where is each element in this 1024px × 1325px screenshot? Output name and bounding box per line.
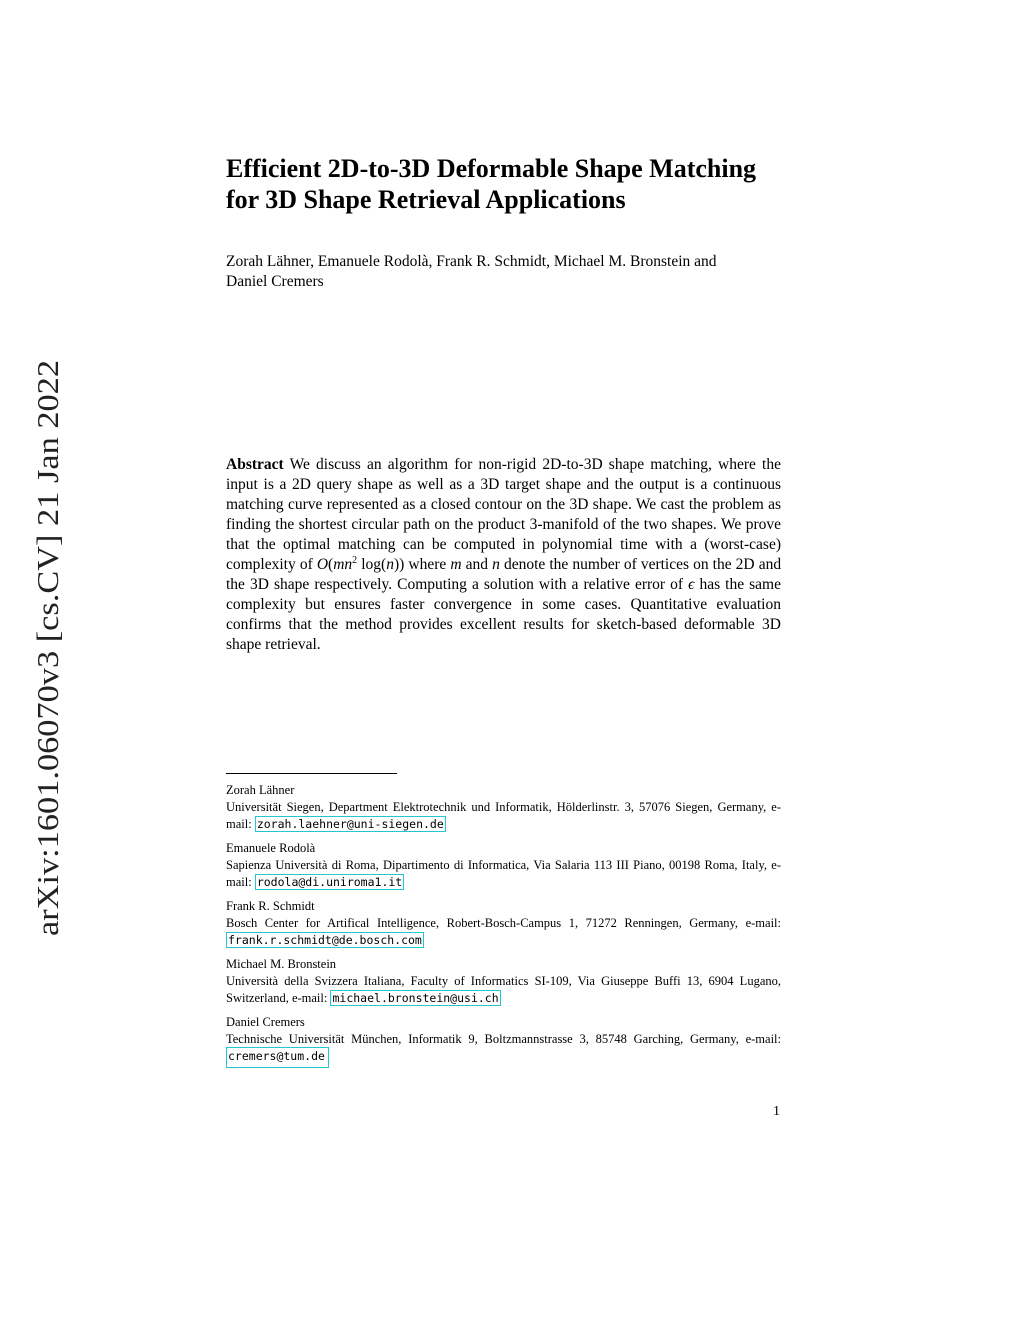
affiliation-text: Technische Universität München, Informatik 9, Boltzmannstrasse 3, 85748 Garching, Germany, e-mail: xyxy=(226,1032,781,1046)
author-affiliations xyxy=(226,782,781,1072)
affiliation-block xyxy=(226,840,781,891)
title-line-1: Efficient 2D-to-3D Deformable Shape Matching xyxy=(226,154,757,183)
affiliation-author-name: Frank R. Schmidt xyxy=(226,899,315,913)
affiliation-author-name: Daniel Cremers xyxy=(226,1015,305,1029)
abstract-text-1: We discuss an algorithm for non-rigid 2D-to-3D shape matching, where the input is a 2D query shape as well as a 3D target shape and the output is a continuous matching curve represented as a closed contour on the 3D shape. We cast the problem as finding the shortest circular path on the product 3-manifold of the two shapes. We prove that the optimal matching can be computed in polynomial time with a (worst-case) complexity of xyxy=(226,456,781,573)
formula-exponent: 2 xyxy=(352,554,358,566)
email-link[interactable]: rodola@di.uniroma1.it xyxy=(256,875,403,889)
author-list xyxy=(226,252,786,292)
affiliation-text: Università della Svizzera Italiana, Faculty of Informatics SI-109, Via Giuseppe Buffi 13, 6904 Lugano, Switzerland, e-mail: xyxy=(226,974,781,1005)
abstract-section xyxy=(226,455,781,655)
email-link[interactable]: frank.r.schmidt@de.bosch.com xyxy=(228,933,422,947)
affiliation-author-name: Zorah Lähner xyxy=(226,783,295,797)
affiliation-block xyxy=(226,1014,781,1065)
var-m: m xyxy=(450,556,462,573)
formula-paren: ( xyxy=(328,556,334,573)
affiliation-author-name: Emanuele Rodolà xyxy=(226,841,316,855)
abstract-text-4: denote the number of vertices on the 2D and the 3D shape respectively. Computing a solution with a relative error of xyxy=(226,556,782,593)
formula-mn: mn xyxy=(333,556,353,573)
abstract-heading: Abstract xyxy=(226,456,284,473)
email-link[interactable]: zorah.laehner@uni-siegen.de xyxy=(256,817,444,831)
email-link[interactable]: cremers@tum.de xyxy=(226,1047,329,1068)
var-n: n xyxy=(492,556,500,573)
title-line-2: for 3D Shape Retrieval Applications xyxy=(226,185,626,214)
affiliation-text: Bosch Center for Artifical Intelligence, Robert-Bosch-Campus 1, 71272 Renningen, Germany, e-mail: xyxy=(226,916,781,930)
formula-close: )) xyxy=(393,556,405,573)
affiliation-text: Universität Siegen, Department Elektrotechnik und Informatik, Hölderlinstr. 3, 57076 Siegen, Germany, e-mail: xyxy=(226,800,781,831)
abstract-text-2: where xyxy=(408,556,447,573)
abstract-text-5: has the same complexity but ensures faster convergence in some cases. Quantitative evaluation confirms that the method provides excellent results for sketch-based deformable 3D shape retrieval. xyxy=(226,576,781,653)
footnote-separator xyxy=(226,773,397,774)
affiliation-block xyxy=(226,898,781,949)
affiliation-text: Sapienza Università di Roma, Dipartimento di Informatica, Via Salaria 113 III Piano, 00198 Roma, Italy, e-mail: xyxy=(226,858,781,889)
affiliation-block xyxy=(226,956,781,1007)
paper-title xyxy=(226,153,826,215)
authors-line-2: Daniel Cremers xyxy=(226,273,324,290)
formula-n: n xyxy=(386,556,394,573)
abstract-text-3: and xyxy=(465,556,489,573)
var-epsilon: ϵ xyxy=(688,576,695,593)
arxiv-id-text: arXiv:1601.06070v3 [cs.CV] 21 Jan 2022 xyxy=(30,415,65,936)
affiliation-block xyxy=(226,782,781,833)
page-number: 1 xyxy=(773,1104,780,1119)
authors-line-1: Zorah Lähner, Emanuele Rodolà, Frank R. Schmidt, Michael M. Bronstein and xyxy=(226,253,717,270)
formula-log: log( xyxy=(357,556,387,573)
formula-O: O xyxy=(316,556,329,573)
email-link[interactable]: michael.bronstein@usi.ch xyxy=(332,991,499,1005)
complexity-formula xyxy=(317,556,404,573)
affiliation-author-name: Michael M. Bronstein xyxy=(226,957,337,971)
arxiv-sidebar-stamp xyxy=(24,358,68,938)
